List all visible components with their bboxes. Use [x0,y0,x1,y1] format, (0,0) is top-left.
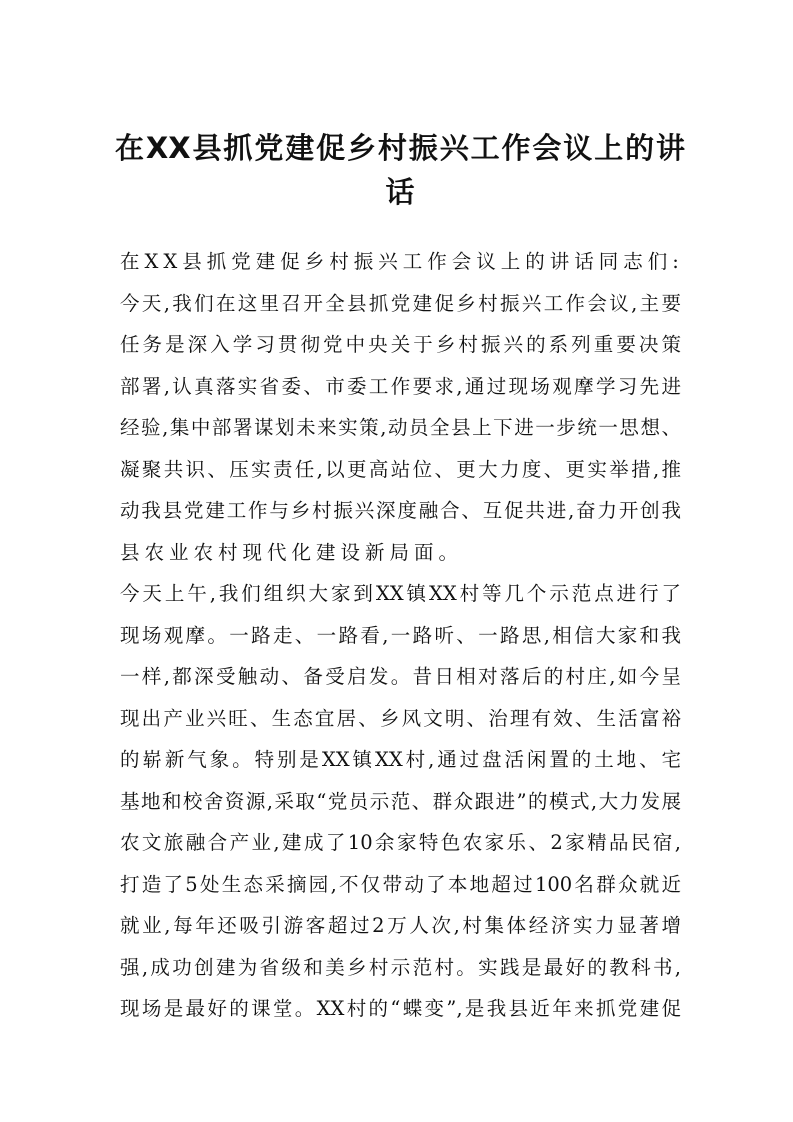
document-title [115,126,685,214]
title-line: 在XX县抓党建促乡村振兴工作会议上的讲 [115,131,685,165]
body-line: 部署,认真落实省委、市委工作要求,通过现场观摩学习先进 [120,374,681,398]
body-line: 任务是深入学习贯彻党中央关于乡村振兴的系列重要决策 [120,333,681,356]
body-line: 凝聚共识、压实责任,以更高站位、更大力度、更实举措,推 [120,457,681,481]
body-line: 一样,都深受触动、备受启发。昔日相对落后的村庄,如今呈 [120,665,681,688]
title-line: 话 [385,175,415,209]
document-body [120,241,684,1030]
body-line: 今天,我们在这里召开全县抓党建促乡村振兴工作会议,主要 [120,291,681,315]
body-line: 现出产业兴旺、生态宜居、乡风文明、治理有效、生活富裕 [120,706,681,730]
body-line: 就业,每年还吸引游客超过2万人次,村集体经济实力显著增 [120,914,681,937]
body-line: 在XX县抓党建促乡村振兴工作会议上的讲话同志们: [120,250,684,273]
body-line: 经验,集中部署谋划未来实策,动员全县上下进一步统一思想、 [120,416,681,439]
body-line: 今天上午,我们组织大家到XX镇XX村等几个示范点进行了 [120,582,681,605]
body-line: 的崭新气象。特别是XX镇XX村,通过盘活闲置的土地、宅 [120,748,681,771]
body-line: 县农业农村现代化建设新局面。 [120,540,464,564]
body-line: 动我县党建工作与乡村振兴深度融合、互促共进,奋力开创我 [120,499,681,522]
body-line: 现场是最好的课堂。XX村的“蝶变”,是我县近年来抓党建促 [120,997,681,1020]
body-line: 基地和校舍资源,采取“党员示范、群众跟进”的模式,大力发展 [120,789,681,813]
body-line: 强,成功创建为省级和美乡村示范村。实践是最好的教科书, [120,955,681,979]
body-line: 农文旅融合产业,建成了10余家特色农家乐、2家精品民宿, [120,831,681,854]
body-line: 现场观摩。一路走、一路看,一路听、一路思,相信大家和我 [120,623,681,647]
body-line: 打造了5处生态采摘园,不仅带动了本地超过100名群众就近 [120,872,681,896]
